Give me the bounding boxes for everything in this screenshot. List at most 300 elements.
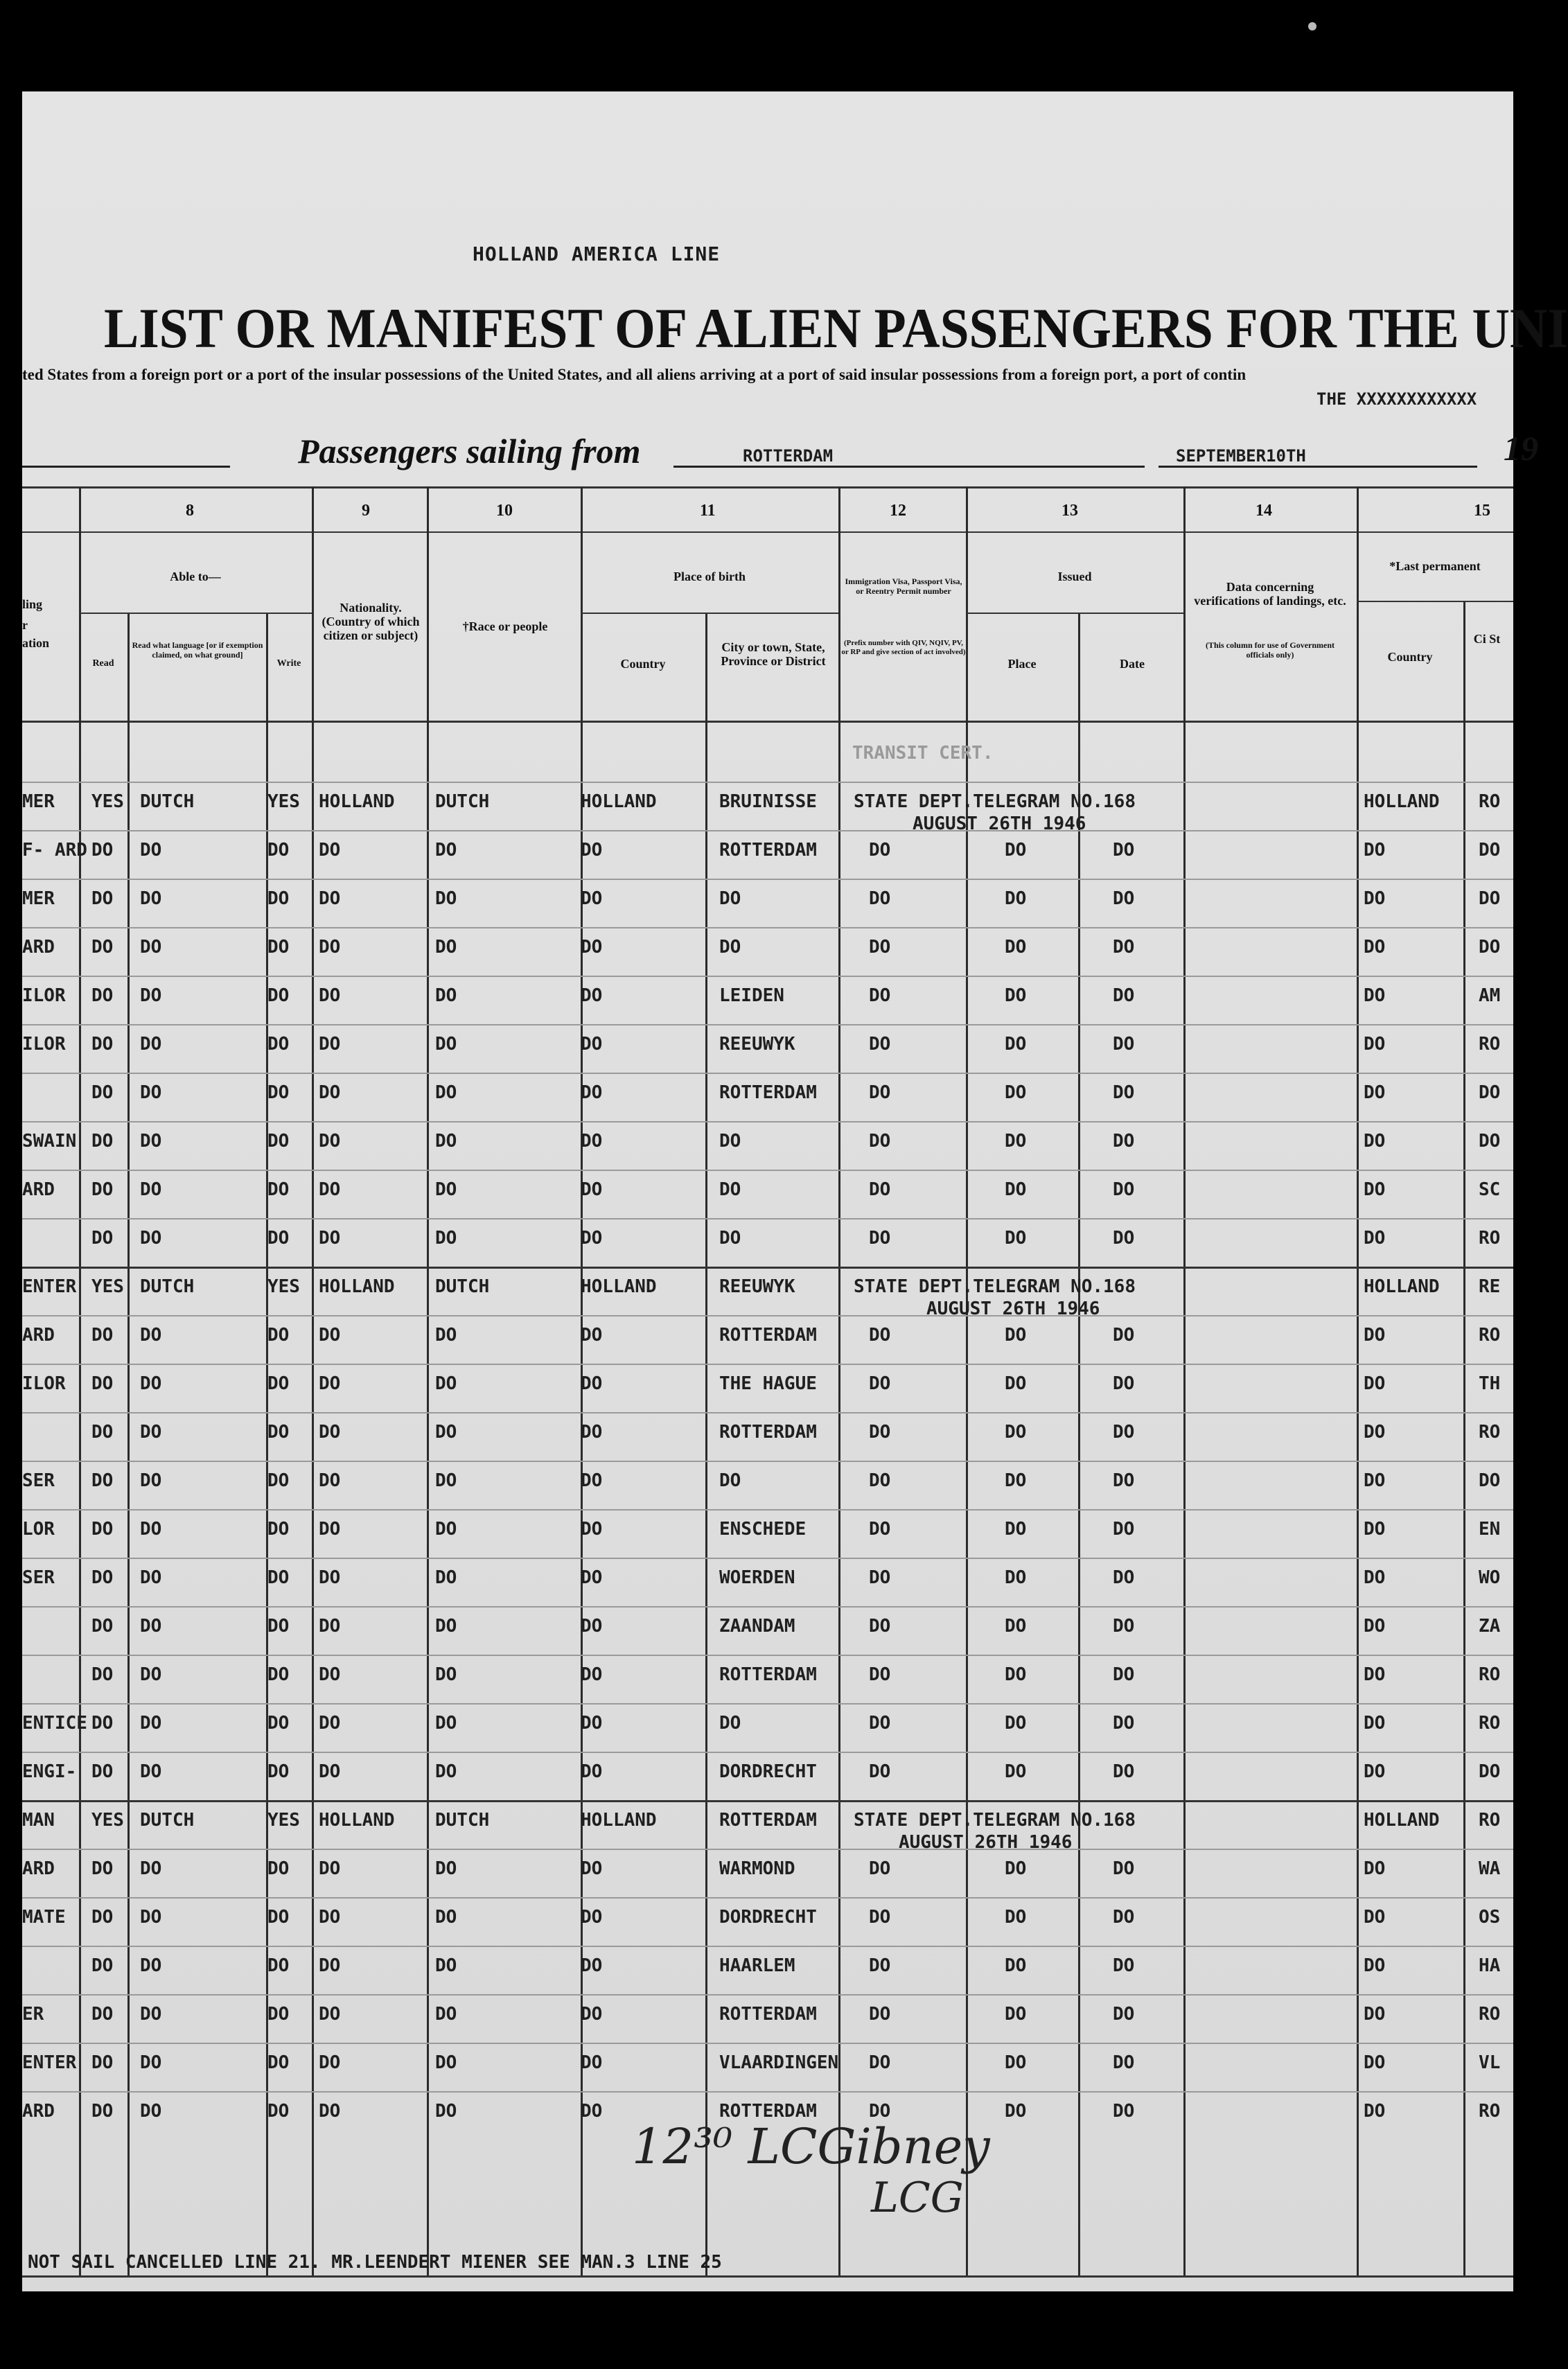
issued-date-cell: DO bbox=[1113, 1228, 1135, 1249]
issued-place-cell: DO bbox=[1005, 1131, 1027, 1152]
birth-city-cell: ROTTERDAM bbox=[719, 1082, 817, 1103]
col13-place: Place bbox=[1007, 657, 1037, 671]
birth-city-cell: DO bbox=[719, 1228, 741, 1249]
visa-cell: DO bbox=[869, 1325, 891, 1346]
birth-city-cell: ROTTERDAM bbox=[719, 1422, 817, 1443]
cancellation-note: NOT SAIL CANCELLED LINE 21. MR.LEENDERT MIENER SEE MAN.3 LINE 25 bbox=[28, 2252, 722, 2273]
write-cell: DO bbox=[267, 888, 290, 909]
write-cell: YES bbox=[267, 1810, 300, 1831]
residence-country-cell: DO bbox=[1364, 2052, 1386, 2073]
birth-country-cell: DO bbox=[581, 1616, 603, 1637]
col-number-11: 11 bbox=[700, 502, 716, 520]
sailing-year: 19 bbox=[1504, 429, 1538, 468]
nationality-cell: DO bbox=[319, 1470, 341, 1491]
occupation-cell: ER bbox=[22, 2004, 44, 2025]
issued-date-cell: DO bbox=[1113, 2052, 1135, 2073]
read-cell: DO bbox=[91, 1858, 114, 1879]
sailing-label: Passengers sailing from bbox=[298, 432, 641, 470]
row-rule bbox=[22, 1849, 1513, 1850]
residence-city-cell: DO bbox=[1479, 1761, 1501, 1782]
issued-place-cell: DO bbox=[1005, 937, 1027, 958]
issued-date-cell: DO bbox=[1113, 1519, 1135, 1540]
row-rule bbox=[22, 1655, 1513, 1656]
col11-title: Place of birth bbox=[673, 570, 746, 583]
issued-place-cell: DO bbox=[1005, 888, 1027, 909]
birth-country-cell: DO bbox=[581, 2052, 603, 2073]
language-cell: DO bbox=[140, 1761, 162, 1782]
read-cell: DO bbox=[91, 985, 114, 1006]
issued-place-cell: DO bbox=[1005, 1713, 1027, 1734]
nationality-cell: DO bbox=[319, 1082, 341, 1103]
telegram-date: AUGUST 26TH 1946 bbox=[913, 813, 1086, 834]
residence-country-cell: DO bbox=[1364, 1567, 1386, 1588]
issued-date-cell: DO bbox=[1113, 985, 1135, 1006]
birth-city-cell: DO bbox=[719, 888, 741, 909]
col12-note: (Prefix number with QIV, NQIV, PV, or RP and give section of act involved) bbox=[841, 639, 966, 656]
row-rule bbox=[22, 976, 1513, 977]
nationality-cell: DO bbox=[319, 1955, 341, 1976]
underline bbox=[673, 466, 1145, 468]
residence-city-cell: RO bbox=[1479, 1810, 1501, 1831]
birth-city-cell: ROTTERDAM bbox=[719, 2004, 817, 2025]
race-cell: DO bbox=[435, 840, 457, 861]
read-cell: DO bbox=[91, 1713, 114, 1734]
col15-country: Country bbox=[1387, 650, 1433, 664]
occupation-cell: SWAIN bbox=[22, 1131, 77, 1152]
residence-country-cell: DO bbox=[1364, 1713, 1386, 1734]
visa-cell: DO bbox=[869, 1082, 891, 1103]
race-cell: DO bbox=[435, 1179, 457, 1200]
write-cell: DO bbox=[267, 1034, 290, 1055]
birth-city-cell: DO bbox=[719, 1470, 741, 1491]
form-number: 14—600 bbox=[1068, 2349, 1098, 2359]
language-cell: DO bbox=[140, 1470, 162, 1491]
race-cell: DO bbox=[435, 1858, 457, 1879]
read-cell: DO bbox=[91, 2004, 114, 2025]
residence-country-cell: DO bbox=[1364, 1179, 1386, 1200]
col-line bbox=[705, 613, 707, 2275]
occupation-cell: ARD bbox=[22, 1858, 55, 1879]
race-cell: DO bbox=[435, 1616, 457, 1637]
write-cell: DO bbox=[267, 1325, 290, 1346]
nationality-cell: HOLLAND bbox=[319, 1276, 395, 1297]
issued-date-cell: DO bbox=[1113, 937, 1135, 958]
language-cell: DO bbox=[140, 1567, 162, 1588]
occupation-cell: ENTER bbox=[22, 2052, 77, 2073]
read-cell: DO bbox=[91, 1519, 114, 1540]
read-cell: DO bbox=[91, 1228, 114, 1249]
write-cell: DO bbox=[267, 1422, 290, 1443]
nationality-cell: DO bbox=[319, 1519, 341, 1540]
residence-country-cell: DO bbox=[1364, 1082, 1386, 1103]
manifest-title: LIST OR MANIFEST OF ALIEN PASSENGERS FOR THE UNI bbox=[104, 297, 1568, 360]
issued-date-cell: DO bbox=[1113, 1713, 1135, 1734]
visa-cell: DO bbox=[869, 1858, 891, 1879]
residence-country-cell: HOLLAND bbox=[1364, 1276, 1440, 1297]
birth-country-cell: DO bbox=[581, 1519, 603, 1540]
language-cell: DO bbox=[140, 1955, 162, 1976]
language-cell: DO bbox=[140, 1907, 162, 1928]
race-cell: DO bbox=[435, 2101, 457, 2122]
issued-place-cell: DO bbox=[1005, 2004, 1027, 2025]
birth-country-cell: DO bbox=[581, 937, 603, 958]
birth-country-cell: DO bbox=[581, 1034, 603, 1055]
col-number-12: 12 bbox=[890, 502, 906, 520]
subheader-rule bbox=[581, 613, 838, 614]
row-rule bbox=[22, 1073, 1513, 1074]
write-cell: DO bbox=[267, 1567, 290, 1588]
residence-city-cell: RO bbox=[1479, 1034, 1501, 1055]
read-cell: DO bbox=[91, 1034, 114, 1055]
residence-city-cell: SC bbox=[1479, 1179, 1501, 1200]
birth-country-cell: DO bbox=[581, 2004, 603, 2025]
read-cell: DO bbox=[91, 2052, 114, 2073]
issued-place-cell: DO bbox=[1005, 1616, 1027, 1637]
write-cell: DO bbox=[267, 1082, 290, 1103]
language-cell: DO bbox=[140, 1034, 162, 1055]
issued-place-cell: DO bbox=[1005, 1664, 1027, 1685]
occupation-cell: F- ARD bbox=[22, 840, 87, 861]
table-top-rule bbox=[22, 486, 1513, 488]
read-cell: YES bbox=[91, 791, 124, 812]
issued-date-cell: DO bbox=[1113, 2101, 1135, 2122]
row-rule bbox=[22, 1170, 1513, 1171]
row-rule bbox=[22, 1024, 1513, 1025]
nationality-cell: HOLLAND bbox=[319, 1810, 395, 1831]
read-cell: DO bbox=[91, 1616, 114, 1637]
signature: 12³⁰ LCGibney bbox=[632, 2118, 990, 2175]
birth-country-cell: DO bbox=[581, 840, 603, 861]
language-cell: DO bbox=[140, 1179, 162, 1200]
issued-place-cell: DO bbox=[1005, 2052, 1027, 2073]
occupation-cell: ARD bbox=[22, 1179, 55, 1200]
race-cell: DO bbox=[435, 2052, 457, 2073]
race-cell: DUTCH bbox=[435, 1276, 490, 1297]
residence-country-cell: DO bbox=[1364, 1373, 1386, 1394]
language-cell: DO bbox=[140, 2101, 162, 2122]
issued-date-cell: DO bbox=[1113, 1907, 1135, 1928]
birth-country-cell: DO bbox=[581, 888, 603, 909]
transit-stamp: TRANSIT CERT. bbox=[852, 743, 994, 764]
residence-city-cell: RO bbox=[1479, 1664, 1501, 1685]
issued-date-cell: DO bbox=[1113, 1034, 1135, 1055]
row-rule bbox=[22, 1897, 1513, 1899]
visa-cell: DO bbox=[869, 2004, 891, 2025]
nationality-cell: DO bbox=[319, 2101, 341, 2122]
row-rule bbox=[22, 1364, 1513, 1365]
language-cell: DO bbox=[140, 1082, 162, 1103]
sailing-date: SEPTEMBER10TH bbox=[1176, 446, 1306, 466]
birth-country-cell: DO bbox=[581, 1955, 603, 1976]
race-cell: DO bbox=[435, 1519, 457, 1540]
read-cell: DO bbox=[91, 1761, 114, 1782]
issued-date-cell: DO bbox=[1113, 888, 1135, 909]
birth-country-cell: DO bbox=[581, 1713, 603, 1734]
visa-cell: DO bbox=[869, 2101, 891, 2122]
language-cell: DO bbox=[140, 2004, 162, 2025]
footnote-races: † List of races will be found on the back of this sheet. bbox=[382, 2339, 680, 2354]
residence-country-cell: DO bbox=[1364, 1422, 1386, 1443]
issued-date-cell: DO bbox=[1113, 840, 1135, 861]
language-cell: DO bbox=[140, 1519, 162, 1540]
issued-place-cell: DO bbox=[1005, 1034, 1027, 1055]
visa-cell: STATE DEPT.TELEGRAM NO.168 bbox=[854, 1276, 1136, 1297]
table-bottom-rule bbox=[22, 2275, 1513, 2278]
col-line bbox=[427, 486, 429, 2275]
col-number-15: 15 bbox=[1474, 502, 1490, 520]
race-cell: DO bbox=[435, 1955, 457, 1976]
birth-city-cell: REEUWYK bbox=[719, 1276, 795, 1297]
residence-city-cell: RE bbox=[1479, 1276, 1501, 1297]
residence-country-cell: DO bbox=[1364, 985, 1386, 1006]
read-cell: DO bbox=[91, 1373, 114, 1394]
residence-city-cell: HA bbox=[1479, 1955, 1501, 1976]
read-cell: DO bbox=[91, 1470, 114, 1491]
col-number-10: 10 bbox=[496, 502, 513, 520]
occupation-cell: ILOR bbox=[22, 985, 66, 1006]
residence-country-cell: DO bbox=[1364, 1907, 1386, 1928]
nationality-cell: DO bbox=[319, 1179, 341, 1200]
language-cell: DO bbox=[140, 1713, 162, 1734]
visa-cell: DO bbox=[869, 1228, 891, 1249]
residence-country-cell: DO bbox=[1364, 2004, 1386, 2025]
birth-country-cell: DO bbox=[581, 1858, 603, 1879]
birth-city-cell: ZAANDAM bbox=[719, 1616, 795, 1637]
occupation-cell: ARD bbox=[22, 937, 55, 958]
col-number-14: 14 bbox=[1256, 502, 1272, 520]
nationality-cell: DO bbox=[319, 1858, 341, 1879]
race-cell: DO bbox=[435, 1131, 457, 1152]
visa-cell: DO bbox=[869, 1616, 891, 1637]
nationality-cell: DO bbox=[319, 1567, 341, 1588]
write-cell: DO bbox=[267, 2052, 290, 2073]
race-cell: DUTCH bbox=[435, 791, 490, 812]
read-cell: DO bbox=[91, 1664, 114, 1685]
read-cell: DO bbox=[91, 1325, 114, 1346]
occupation-cell: ILOR bbox=[22, 1034, 66, 1055]
race-cell: DO bbox=[435, 888, 457, 909]
write-cell: DO bbox=[267, 1955, 290, 1976]
issued-place-cell: DO bbox=[1005, 1567, 1027, 1588]
visa-cell: DO bbox=[869, 840, 891, 861]
visa-cell: DO bbox=[869, 1664, 891, 1685]
residence-country-cell: DO bbox=[1364, 1955, 1386, 1976]
write-cell: DO bbox=[267, 2101, 290, 2122]
visa-cell: DO bbox=[869, 985, 891, 1006]
birth-city-cell: ROTTERDAM bbox=[719, 1325, 817, 1346]
issued-place-cell: DO bbox=[1005, 1082, 1027, 1103]
nationality-cell: DO bbox=[319, 1325, 341, 1346]
read-cell: DO bbox=[91, 1955, 114, 1976]
residence-country-cell: HOLLAND bbox=[1364, 791, 1440, 812]
nationality-cell: DO bbox=[319, 1034, 341, 1055]
occupation-cell: ENTER bbox=[22, 1276, 77, 1297]
issued-place-cell: DO bbox=[1005, 1325, 1027, 1346]
read-cell: DO bbox=[91, 2101, 114, 2122]
residence-city-cell: WA bbox=[1479, 1858, 1501, 1879]
birth-country-cell: DO bbox=[581, 1664, 603, 1685]
col8-title: Able to— bbox=[170, 570, 221, 583]
birth-city-cell: DO bbox=[719, 1713, 741, 1734]
occupation-cell: ARD bbox=[22, 1325, 55, 1346]
footnote-residence: * Permanent residence within the meaning of this manifest shall be actual or intended residence of one year or more. bbox=[382, 2323, 1035, 2337]
departure-port: ROTTERDAM bbox=[743, 446, 834, 466]
col9-title: Nationality. (Country of which citizen or subject) bbox=[321, 601, 420, 642]
residence-city-cell: RO bbox=[1479, 2004, 1501, 2025]
race-cell: DO bbox=[435, 1470, 457, 1491]
row-rule bbox=[22, 2043, 1513, 2044]
read-cell: DO bbox=[91, 1082, 114, 1103]
col11-city: City or town, State, Province or District bbox=[721, 640, 826, 668]
row-rule bbox=[22, 1412, 1513, 1414]
language-cell: DO bbox=[140, 888, 162, 909]
occupation-cell: ARD bbox=[22, 2101, 55, 2122]
race-cell: DO bbox=[435, 2004, 457, 2025]
language-cell: DO bbox=[140, 937, 162, 958]
race-cell: DO bbox=[435, 985, 457, 1006]
residence-country-cell: DO bbox=[1364, 2101, 1386, 2122]
birth-city-cell: ROTTERDAM bbox=[719, 840, 817, 861]
residence-city-cell: RO bbox=[1479, 791, 1501, 812]
nationality-cell: DO bbox=[319, 2004, 341, 2025]
manifest-sheet bbox=[22, 91, 1568, 2359]
nationality-cell: DO bbox=[319, 1664, 341, 1685]
issued-date-cell: DO bbox=[1113, 1082, 1135, 1103]
language-cell: DUTCH bbox=[140, 1276, 195, 1297]
residence-country-cell: DO bbox=[1364, 840, 1386, 861]
read-cell: DO bbox=[91, 937, 114, 958]
row-rule bbox=[22, 1509, 1513, 1511]
col-number-9: 9 bbox=[362, 502, 370, 520]
subheader-rule bbox=[1357, 601, 1513, 602]
residence-city-cell: RO bbox=[1479, 1228, 1501, 1249]
row-rule bbox=[22, 2091, 1513, 2093]
race-cell: DUTCH bbox=[435, 1810, 490, 1831]
birth-city-cell: ROTTERDAM bbox=[719, 2101, 817, 2122]
residence-country-cell: DO bbox=[1364, 1228, 1386, 1249]
birth-country-cell: DO bbox=[581, 1470, 603, 1491]
write-cell: DO bbox=[267, 1519, 290, 1540]
occupation-cell: MAN bbox=[22, 1810, 55, 1831]
write-cell: DO bbox=[267, 1907, 290, 1928]
occupation-cell: MER bbox=[22, 888, 55, 909]
row-rule bbox=[22, 927, 1513, 928]
residence-city-cell: TH bbox=[1479, 1373, 1501, 1394]
race-cell: DO bbox=[435, 1373, 457, 1394]
race-cell: DO bbox=[435, 1228, 457, 1249]
issued-date-cell: DO bbox=[1113, 1325, 1135, 1346]
race-cell: DO bbox=[435, 1664, 457, 1685]
read-cell: YES bbox=[91, 1810, 124, 1831]
issued-date-cell: DO bbox=[1113, 1470, 1135, 1491]
col-line bbox=[312, 486, 314, 2275]
residence-city-cell: DO bbox=[1479, 1470, 1501, 1491]
birth-city-cell: DO bbox=[719, 1131, 741, 1152]
birth-country-cell: HOLLAND bbox=[581, 791, 657, 812]
visa-cell: DO bbox=[869, 1034, 891, 1055]
write-cell: YES bbox=[267, 1276, 300, 1297]
col-line bbox=[127, 613, 130, 2275]
residence-country-cell: DO bbox=[1364, 1761, 1386, 1782]
residence-city-cell: RO bbox=[1479, 2101, 1501, 2122]
race-cell: DO bbox=[435, 1567, 457, 1588]
birth-city-cell: THE HAGUE bbox=[719, 1373, 817, 1394]
row-rule bbox=[22, 1461, 1513, 1462]
race-cell: DO bbox=[435, 1422, 457, 1443]
row-rule bbox=[22, 830, 1513, 831]
write-cell: DO bbox=[267, 1664, 290, 1685]
row-rule bbox=[22, 1315, 1513, 1316]
visa-cell: DO bbox=[869, 1131, 891, 1152]
occupation-cell: ILOR bbox=[22, 1373, 66, 1394]
visa-cell: DO bbox=[869, 888, 891, 909]
visa-cell: DO bbox=[869, 1955, 891, 1976]
language-cell: DO bbox=[140, 1373, 162, 1394]
nationality-cell: DO bbox=[319, 985, 341, 1006]
read-cell: YES bbox=[91, 1276, 124, 1297]
write-cell: DO bbox=[267, 985, 290, 1006]
birth-city-cell: WOERDEN bbox=[719, 1567, 795, 1588]
residence-city-cell: DO bbox=[1479, 1131, 1501, 1152]
col-number-13: 13 bbox=[1062, 502, 1078, 520]
birth-city-cell: REEUWYK bbox=[719, 1034, 795, 1055]
race-cell: DO bbox=[435, 1761, 457, 1782]
residence-country-cell: DO bbox=[1364, 1470, 1386, 1491]
birth-country-cell: DO bbox=[581, 985, 603, 1006]
residence-city-cell: DO bbox=[1479, 888, 1501, 909]
col-line bbox=[266, 613, 268, 2275]
occupation-cell: MER bbox=[22, 791, 55, 812]
nationality-cell: DO bbox=[319, 1422, 341, 1443]
visa-cell: DO bbox=[869, 1470, 891, 1491]
occupation-cell: ENGI- bbox=[22, 1761, 77, 1782]
language-cell: DO bbox=[140, 2052, 162, 2073]
col8-write: Write bbox=[276, 658, 301, 669]
subheader-rule bbox=[966, 613, 1183, 614]
header-bottom-rule bbox=[22, 721, 1513, 723]
issued-date-cell: DO bbox=[1113, 1664, 1135, 1685]
row-rule bbox=[22, 1752, 1513, 1753]
col-line bbox=[1078, 613, 1080, 2275]
birth-city-cell: LEIDEN bbox=[719, 985, 784, 1006]
write-cell: YES bbox=[267, 791, 300, 812]
col10-title: †Race or people bbox=[462, 619, 548, 633]
read-cell: DO bbox=[91, 1567, 114, 1588]
birth-city-cell: DORDRECHT bbox=[719, 1761, 817, 1782]
underline bbox=[1159, 466, 1477, 468]
issued-place-cell: DO bbox=[1005, 985, 1027, 1006]
race-cell: DO bbox=[435, 937, 457, 958]
issued-place-cell: DO bbox=[1005, 1470, 1027, 1491]
residence-country-cell: DO bbox=[1364, 1034, 1386, 1055]
nationality-cell: DO bbox=[319, 1131, 341, 1152]
col-line bbox=[1357, 486, 1359, 2275]
issued-date-cell: DO bbox=[1113, 1858, 1135, 1879]
residence-city-cell: OS bbox=[1479, 1907, 1501, 1928]
birth-city-cell: DO bbox=[719, 937, 741, 958]
birth-country-cell: DO bbox=[581, 1179, 603, 1200]
row-rule bbox=[22, 1606, 1513, 1608]
issued-date-cell: DO bbox=[1113, 1955, 1135, 1976]
issued-date-cell: DO bbox=[1113, 1373, 1135, 1394]
residence-country-cell: DO bbox=[1364, 1131, 1386, 1152]
nationality-cell: DO bbox=[319, 840, 341, 861]
language-cell: DO bbox=[140, 1422, 162, 1443]
language-cell: DO bbox=[140, 1664, 162, 1685]
visa-cell: DO bbox=[869, 2052, 891, 2073]
residence-country-cell: DO bbox=[1364, 888, 1386, 909]
issued-date-cell: DO bbox=[1113, 1179, 1135, 1200]
